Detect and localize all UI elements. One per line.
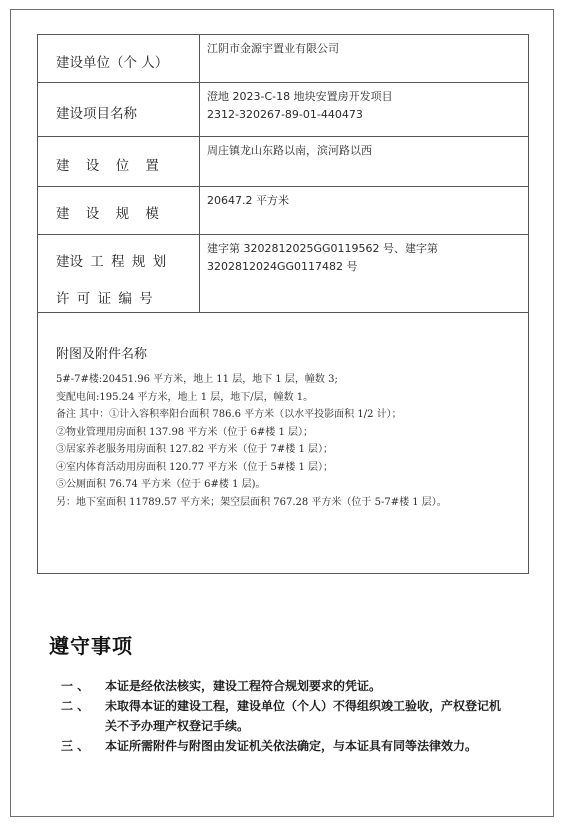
- value-scale: 20647.2 平方米: [207, 194, 289, 207]
- label-construction-unit: 建设单位（个 人）: [56, 55, 169, 71]
- notice-item-number: 一 、: [61, 679, 90, 693]
- value-location: 周庄镇龙山东路以南，滨河路以西: [207, 144, 372, 157]
- annex-line: ③居家养老服务用房面积 127.82 平方米（位于 7#楼 1 层）；: [56, 444, 333, 455]
- notice-title: 遵守事项: [49, 634, 133, 658]
- table-row: [38, 235, 529, 313]
- notice-item-number: 三 、: [61, 739, 90, 753]
- row-value: [200, 187, 529, 235]
- table-row: [38, 83, 529, 137]
- notice-item-text: 本证是经依法核实，建设工程符合规划要求的凭证。: [105, 679, 382, 693]
- value-project-code: 2312-320267-89-01-440473: [207, 108, 363, 121]
- table-row: [38, 187, 529, 235]
- annex-cell: [38, 313, 529, 574]
- label-project-name: 建设项目名称: [56, 106, 137, 122]
- value-permit-number-1: 建字第 3202812025GG0119562 号、建字第: [207, 242, 439, 255]
- annex-row: [38, 313, 529, 574]
- annex-line: 备注 其中：①计入容积率阳台面积 786.6 平方米（以水平投影面积 1/2 计）；: [56, 409, 402, 420]
- notice-item-text: 未取得本证的建设工程，建设单位（个人）不得组织竣工验收，产权登记机关不予办理产权登记手续。: [105, 699, 502, 733]
- notice-list: [61, 676, 521, 756]
- annex-title: 附图及附件名称: [56, 347, 148, 362]
- row-label: [38, 83, 200, 137]
- permit-table: [37, 34, 529, 574]
- table-row: [38, 137, 529, 187]
- list-item: [61, 736, 521, 756]
- label-location: 建 设 位 置: [56, 158, 165, 174]
- permit-page: [10, 9, 554, 817]
- label-permit-number-2: 许 可 证 编 号: [56, 291, 153, 307]
- list-item: [61, 696, 521, 736]
- row-value: [200, 83, 529, 137]
- label-permit-number-1: 建设 工 程 规 划: [56, 254, 167, 270]
- row-label: [38, 235, 200, 313]
- value-project-name: 澄地 2023-C-18 地块安置房开发项目: [207, 90, 393, 103]
- annex-line: 5#-7#楼:20451.96 平方米，地上 11 层，地下 1 层，幢数 3;: [56, 374, 338, 385]
- annex-line: 另：地下室面积 11789.57 平方米；架空层面积 767.28 平方米（位于 5-7#楼 1 层）。: [56, 496, 447, 508]
- row-value: [200, 137, 529, 187]
- list-item: [61, 676, 521, 696]
- notice-item-text: 本证所需附件与附图由发证机关依法确定，与本证具有同等法律效力。: [105, 739, 478, 753]
- annex-line: ⑤公厕面积 76.74 平方米（位于 6#楼 1 层)。: [56, 479, 266, 490]
- value-construction-unit: 江阴市金源宇置业有限公司: [207, 42, 339, 55]
- annex-line: 变配电间:195.24 平方米，地上 1 层，地下/层，幢数 1。: [56, 391, 314, 403]
- label-scale: 建 设 规 模: [56, 206, 165, 222]
- value-permit-number-2: 3202812024GG0117482 号: [207, 260, 358, 273]
- annex-line: ②物业管理用房面积 137.98 平方米（位于 6#楼 1 层）；: [56, 426, 313, 438]
- notice-item-number: 二 、: [61, 699, 90, 713]
- row-value: [200, 35, 529, 83]
- row-value: [200, 235, 529, 313]
- row-label: [38, 35, 200, 83]
- row-label: [38, 187, 200, 235]
- row-label: [38, 137, 200, 187]
- annex-line: ④室内体育活动用房面积 120.77 平方米（位于 5#楼 1 层）；: [56, 461, 333, 473]
- table-row: [38, 35, 529, 83]
